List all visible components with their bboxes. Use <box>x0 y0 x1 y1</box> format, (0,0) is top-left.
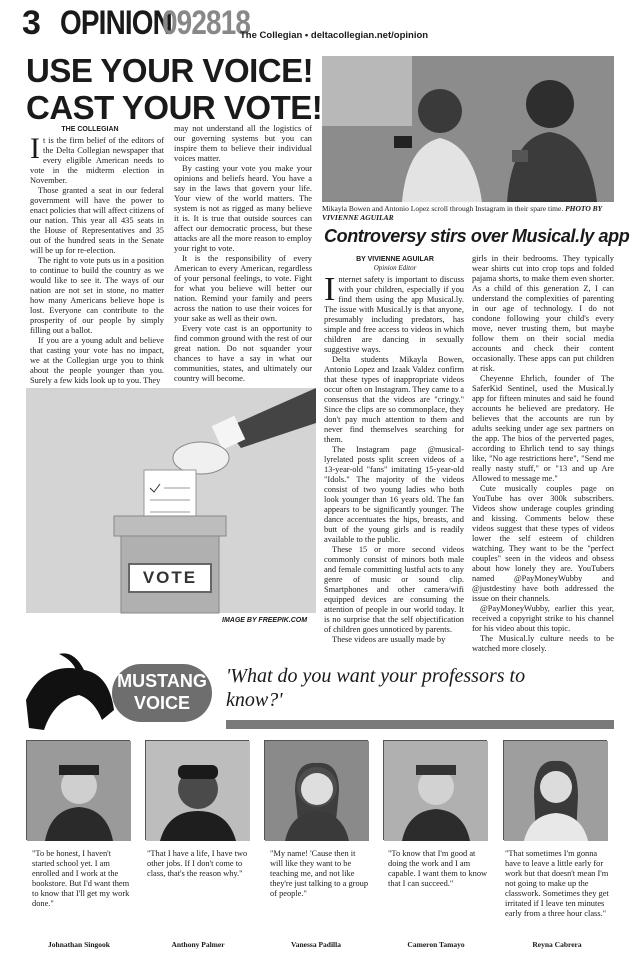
person-name-3: Vanessa Padilla <box>291 940 341 949</box>
feature-role: Opinion Editor <box>373 264 417 272</box>
divider-bar <box>226 720 614 729</box>
caption-text: Mikayla Bowen and Antonio Lopez scroll through Instagram in their spare time. <box>322 204 564 213</box>
paragraph: Cute musically couples page on YouTube has over 300k subscribers. Videos show underage couples grinding and kissing. Comments below these videos suggest that these types of videos lower the self esteem of children watching. They want to be the "perfect couples" seen in the videos and obsess about how lonely they are. YouTubers named @PayMoneyWubby and @justdestiny have both addressed the issue on their channels. <box>472 484 614 603</box>
editorial-dropcap: I <box>30 132 40 165</box>
paragraph: Every vote cast is an opportunity to find common ground with the rest of our great nation. Do not squander your chances to have a say in what our communities, states, and ultimately our country will become. <box>174 324 312 383</box>
editorial-headline-line1: USE YOUR VOICE! <box>26 52 314 89</box>
paragraph: The Musical.ly culture needs to be watched more closely. <box>472 634 614 653</box>
editorial-headline <box>26 52 322 126</box>
vote-label: VOTE <box>142 568 198 587</box>
person-icon <box>265 741 369 841</box>
image-credit: IMAGE BY FREEPIK.COM <box>222 617 308 624</box>
quote-4: "To know that I'm good at doing the work and I am capable. I want them to know that I can succeed." <box>388 849 488 888</box>
portrait-5 <box>503 740 607 840</box>
paragraph: nternet safety is important to discuss with your children, especially if you find them using the app Musical.ly. The issue with Musical.ly is that anyone, presumably including predators, has simple and free access to videos in which children are dancing in sexually suggestive ways. <box>324 275 464 354</box>
publication-url[interactable]: The Collegian • deltacollegian.net/opinion <box>240 30 429 41</box>
badge-text <box>116 670 208 714</box>
people-illustration <box>322 56 614 202</box>
section-title: OPINION <box>60 4 172 42</box>
quote-2: "That I have a life, I have two other jobs. If I don't come to class, that's the reason why." <box>147 849 248 878</box>
person-icon <box>504 741 608 841</box>
portrait-4 <box>383 740 487 840</box>
paragraph: If you are a young adult and believe that casting your vote has no impact, we at the Collegian urge you to think about the people younger than you. Surely a few kids look up to you. They <box>30 336 164 385</box>
feature-headline: Controversy stirs over Musical.ly app <box>324 226 630 246</box>
paragraph: Delta students Mikayla Bowen, Antonio Lopez and Izaak Valdez confirm that these types of inappropriate videos occur often on Instagram. They came to a consensus that the videos are "cringy." Since the clips are so commonplace, they don't pay much attention to them and never find themselves searching for them. <box>324 355 464 444</box>
editorial-column-2 <box>174 124 312 386</box>
badge-line1: MUSTANG <box>117 671 207 691</box>
person-icon <box>146 741 250 841</box>
quote-1: "To be honest, I haven't started school yet. I am enrolled and I work at the bookstore. But I'd want them to know that I'll get my work done." <box>32 849 130 908</box>
vote-illustration <box>26 388 316 613</box>
portrait-2 <box>145 740 249 840</box>
feature-column-1 <box>324 271 464 644</box>
editorial-column-1 <box>30 132 164 386</box>
person-name-2: Anthony Palmer <box>171 940 225 949</box>
portrait-1 <box>26 740 130 840</box>
issue-date: 092818 <box>162 4 251 42</box>
paragraph: These 15 or more second videos commonly consist of minors both male and female committing lustful acts to any genre of music or sound clip. Smartphones and other camera/wifi equipped devices are consuming the attention of people in our world today. It is no surprise that the self objectification of children goes unnoticed by parents. <box>324 545 464 634</box>
feature-byline: BY VIVIENNE AGUILAR <box>356 256 434 263</box>
editorial-headline-line2: CAST YOUR VOTE! <box>26 89 323 126</box>
quote-3: "My name! 'Cause then it will like they want to be teaching me, and not like they're just talking to a group of people." <box>270 849 369 898</box>
paragraph: @PayMoneyWubby, earlier this year, received a copyright strike to his channel for his video about this topic. <box>472 604 614 633</box>
photo-caption <box>322 204 614 222</box>
paragraph: The right to vote puts us in a position to continue to build the country as we would like to see it. The ways of our nation are not set in stone, no matter how many Americans believe hope is lost. Everyone can contribute to the prosperity of our people by simply filling out a ballot. <box>30 256 164 335</box>
paragraph: girls in their bedrooms. They typically wear shirts cut into crop tops and folded pajama shorts, to make them even shorter. As a child of this generation Z, I can understand the complexities of parenting in our age of technology. I do not condone following your child's every move, never trusting them, but maybe follow them on their social media accounts and check their content occasionally. These apps can put children at risk. <box>472 254 614 373</box>
paragraph: Cheyenne Ehrlich, founder of The SaferKid Sentinel, used the Musical.ly app for fifteen minutes and said he found accounts he believed are predatory. He believes that the accounts are run by adults seeking under age sex partners on the app. The bios of the perverted pages, according to Ehrlich tend to say things like, "No age restrictions here", "Send me really nasty stuff," or "13 and up Are Allowed to message me." <box>472 374 614 483</box>
editorial-byline: THE COLLEGIAN <box>61 126 119 133</box>
portrait-3 <box>264 740 368 840</box>
person-icon <box>384 741 488 841</box>
badge-line2: VOICE <box>133 693 190 713</box>
feature-photo <box>322 56 614 202</box>
paragraph: The Instagram page @musical-lyrelated posts split screen videos of a 13-year-old "fans" imitating 15-year-old "Idols." The majority of the videos consist of two young ladies who both look younger than 16 years old. The fan appears to be significantly younger. The dance accentuates the hips, breasts, and butt of the young girls and is readily available to the public. <box>324 445 464 544</box>
feature-dropcap: I <box>324 271 336 308</box>
mustang-voice-question: 'What do you want your professors to know?' <box>226 665 526 711</box>
paragraph: Those granted a seat in our federal government will have the power to enact policies that will affect citizens of our nation. This year all 435 seats in the House of Representatives and 35 out of the hundred seats in the Senate will be up for re-election. <box>30 186 164 255</box>
paragraph: These videos are usually made by <box>332 635 446 644</box>
page-number: 3 <box>22 4 40 42</box>
person-icon <box>27 741 131 841</box>
mustang-voice-badge <box>24 640 214 730</box>
paragraph: t is the firm belief of the editors of the Delta Collegian newspaper that every eligible American needs to vote in the midterm election in November. <box>30 136 164 185</box>
photo-credit: PHOTO BY VIVIENNE AGUILAR <box>322 204 602 222</box>
feature-column-2 <box>472 254 614 653</box>
paragraph: By casting your vote you make your opinions and beliefs heard. You have a say in the laws that govern your life. Your view of the world matters. The system is not as rigged as many believe it is. It is true that outside sources can affect our democratic process, but these attacks are all the more reason to employ your right to vote. <box>174 164 312 253</box>
person-name-4: Cameron Tamayo <box>407 940 465 949</box>
quote-5: "That sometimes I'm gonna have to leave a little early for work but that doesn't mean I'm not going to make up the classwork. Sometimes they get irritated if I leave ten minutes early from a three hour class." <box>505 849 609 918</box>
person-name-1: Johnathan Singook <box>48 940 110 949</box>
paragraph: It is the responsibility of every American to every American, regardless of your personal feelings, to vote. Fight for what you believe will better our nation. Remind your family and peers across the nation to use their voices for your sake as well as their own. <box>174 254 312 323</box>
paragraph: may not understand all the logistics of our governing systems but you can inspire them to believe their individual voices matter. <box>174 124 312 163</box>
person-name-5: Reyna Cabrera <box>532 940 582 949</box>
